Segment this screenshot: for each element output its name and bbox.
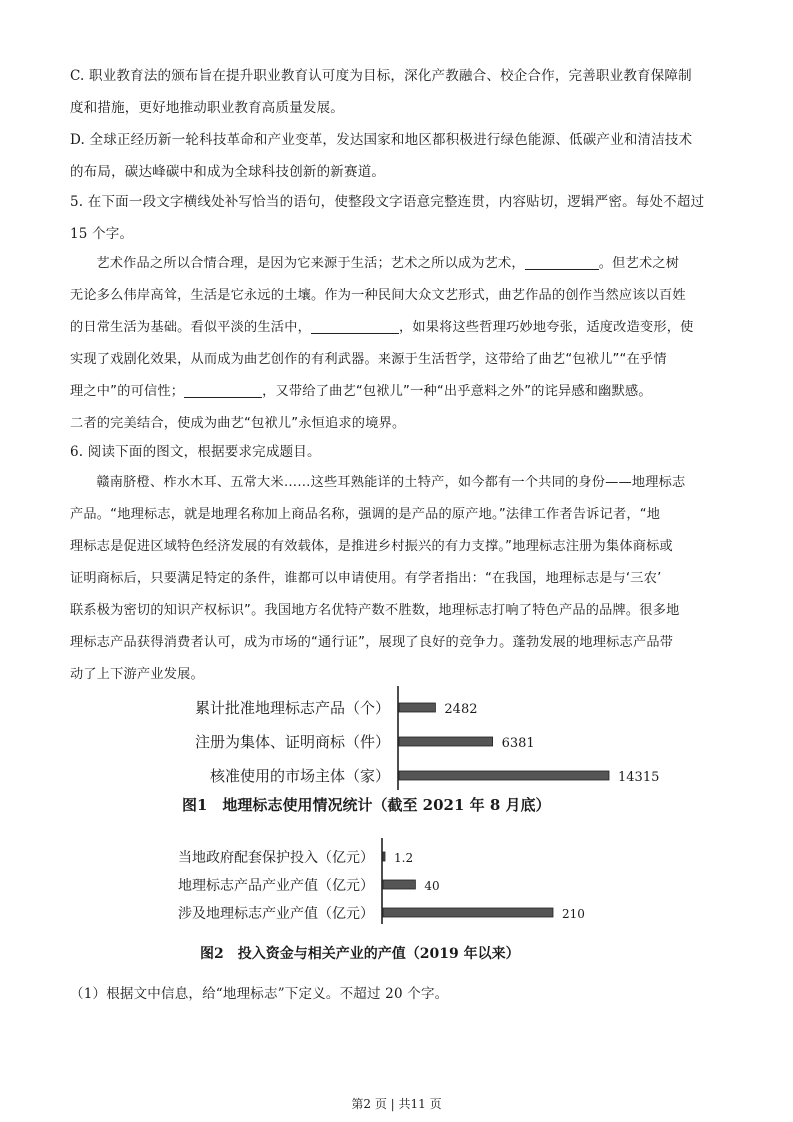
q5-text-5b: ，又带给了曲艺“包袱儿”一种“出乎意料之外”的诧异感和幽默感。: [262, 384, 652, 399]
q5-text-3b: ，如果将这些哲理巧妙地夸张，适度改造变形，使: [398, 320, 694, 335]
chart-title: 图2 投入资金与相关产业的产值（2019 年以来）: [200, 946, 520, 962]
question-6-sub-1-text: （1）根据文中信息，给“地理标志”下定义。不超过 20 个字。: [70, 986, 449, 1002]
bar: [399, 703, 435, 712]
q5-text-1a: 艺术作品之所以合情合理，是因为它来源于生活；艺术之所以成为艺术，: [96, 256, 525, 271]
category-label: 地理标志产品产业产值（亿元）: [178, 878, 374, 894]
figure-2: [120, 836, 660, 974]
chart-title: 图1 地理标志使用情况统计（截至 2021 年 8 月底）: [182, 796, 551, 814]
q6-passage-line-4: 证明商标后，只要满足特定的条件，谁都可以申请使用。有学者指出：“在我国，地理标志是与‘三农’: [70, 571, 662, 586]
category-label: 核准使用的市场主体（家）: [209, 767, 390, 785]
page-footer: 第2 页 | 共11 页: [351, 1097, 442, 1111]
q5-text-1b: 。但艺术之树: [598, 256, 680, 271]
category-label: 注册为集体、证明商标（件）: [194, 733, 390, 751]
option-c-line-1: C. 职业教育法的颁布旨在提升职业教育认可度为目标，深化产教融合、校企合作，完善职业教育保障制: [70, 68, 692, 84]
q6-passage-line-5: 联系极为密切的知识产权标识”。我国地方名优特产数不胜数，地理标志打响了特色产品的品牌。很多地: [70, 603, 680, 618]
q6-passage-line-1: 赣南脐橙、柞水木耳、五常大米……这些耳熟能详的土特产，如今都有一个共同的身份——地理标志: [96, 475, 686, 490]
question-5-prompt: [70, 186, 720, 250]
q6-passage-line-6: 理标志产品获得消费者认可，成为市场的“通行证”，展现了良好的竞争力。蓬勃发展的地理标志产品带: [70, 635, 674, 650]
q5-passage-line-1: [70, 248, 720, 280]
q5-text-3a: 的日常生活为基础。看似平淡的生活中，: [70, 320, 311, 335]
bar: [383, 908, 553, 917]
q5-passage-line-4: 实现了戏剧化效果，从而成为曲艺创作的有利武器。来源于生活哲学，这带给了曲艺“包袱儿”“在乎情: [70, 352, 667, 367]
figure-2-chart: [120, 836, 660, 970]
bar: [383, 880, 415, 889]
option-c: [70, 60, 720, 124]
figure-1-chart: [120, 684, 660, 824]
value-label: 2482: [444, 702, 478, 717]
question-6-passage: [70, 467, 720, 691]
q5-text-5a: 理之中”的可信性；: [70, 384, 185, 399]
answer-blank-3[interactable]: [184, 381, 262, 398]
category-label: 累计批准地理标志产品（个）: [194, 699, 390, 717]
question-5-passage: [70, 248, 720, 440]
option-d-line-2: 的布局，碳达峰碳中和成为全球科技创新的新赛道。: [70, 164, 386, 180]
answer-blank-1[interactable]: [525, 253, 599, 270]
bar: [399, 737, 493, 746]
value-label: 14315: [618, 770, 660, 785]
answer-blank-2[interactable]: [311, 317, 399, 334]
q5-passage-line-2: 无论多么伟岸高耸，生活是它永远的土壤。作为一种民间大众文艺形式，曲艺作品的创作当然应该以百姓: [70, 288, 686, 303]
question-6-line-1: 6. 阅读下面的图文，根据要求完成题目。: [70, 444, 321, 460]
question-6-sub-1: [70, 978, 720, 1010]
q6-passage-line-2: 产品。“地理标志，就是地理名称加上商品名称，强调的是产品的原产地。”法律工作者告诉记者，“地: [70, 507, 661, 522]
category-label: 涉及地理标志产业产值（亿元）: [178, 906, 374, 922]
bar: [383, 852, 385, 861]
value-label: 6381: [501, 736, 535, 751]
option-d-line-1: D. 全球正经历新一轮科技革命和产业变革，发达国家和地区都积极进行绿色能源、低碳产业和清洁技术: [70, 132, 693, 148]
q5-passage-line-5: [70, 376, 720, 408]
q5-passage-line-3: [70, 312, 720, 344]
q5-passage-line-6: 二者的完美结合，使成为曲艺“包袱儿”永恒追求的境界。: [70, 416, 406, 431]
q6-passage-line-3: 理标志是促进区域特色经济发展的有效载体，是推进乡村振兴的有力支撑。”地理标志注册为集体商标或: [70, 539, 673, 554]
value-label: 1.2: [394, 851, 414, 865]
q6-passage-line-7: 动了上下游产业发展。: [70, 667, 204, 682]
question-5-line-2: 15 个字。: [70, 226, 134, 242]
figure-1: [120, 684, 660, 828]
value-label: 40: [424, 879, 440, 893]
option-d: [70, 124, 720, 188]
question-5-line-1: 5. 在下面一段文字横线处补写恰当的语句，使整段文字语意完整连贯，内容贴切，逻辑严密。每处不超过: [70, 194, 705, 210]
bar: [399, 771, 609, 780]
category-label: 当地政府配套保护投入（亿元）: [178, 850, 374, 866]
value-label: 210: [562, 907, 585, 921]
question-6-prompt: [70, 436, 720, 468]
option-c-line-2: 度和措施，更好地推动职业教育高质量发展。: [70, 100, 344, 116]
